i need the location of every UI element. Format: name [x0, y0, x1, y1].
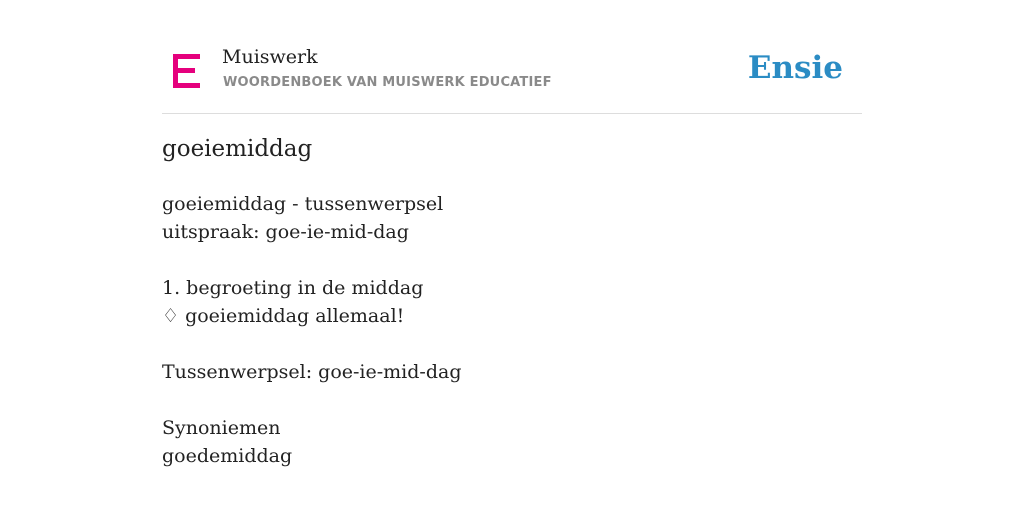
blank-line: [162, 330, 862, 358]
definition-line: uitspraak: goe-ie-mid-dag: [162, 221, 409, 243]
example-line: ♢ goeiemiddag allemaal!: [162, 305, 405, 327]
definition-body: [162, 190, 862, 470]
definition-line: Tussenwerpsel: goe-ie-mid-dag: [162, 361, 462, 383]
blank-line: [162, 386, 862, 414]
header-divider: [162, 113, 862, 114]
definition-line: 1. begroeting in de middag: [162, 277, 424, 299]
definition-line: goeiemiddag - tussenwerpsel: [162, 193, 444, 215]
ensie-logo-link[interactable]: Ensie: [747, 50, 843, 86]
muiswerk-logo-icon: [173, 54, 200, 88]
blank-line: [162, 246, 862, 274]
synonym-item: goedemiddag: [162, 445, 293, 467]
synonyms-heading: Synoniemen: [162, 417, 281, 439]
source-subtitle: WOORDENBOEK VAN MUISWERK EDUCATIEF: [223, 75, 552, 90]
page-title: goeiemiddag: [162, 136, 313, 162]
source-title: Muiswerk: [222, 46, 318, 68]
